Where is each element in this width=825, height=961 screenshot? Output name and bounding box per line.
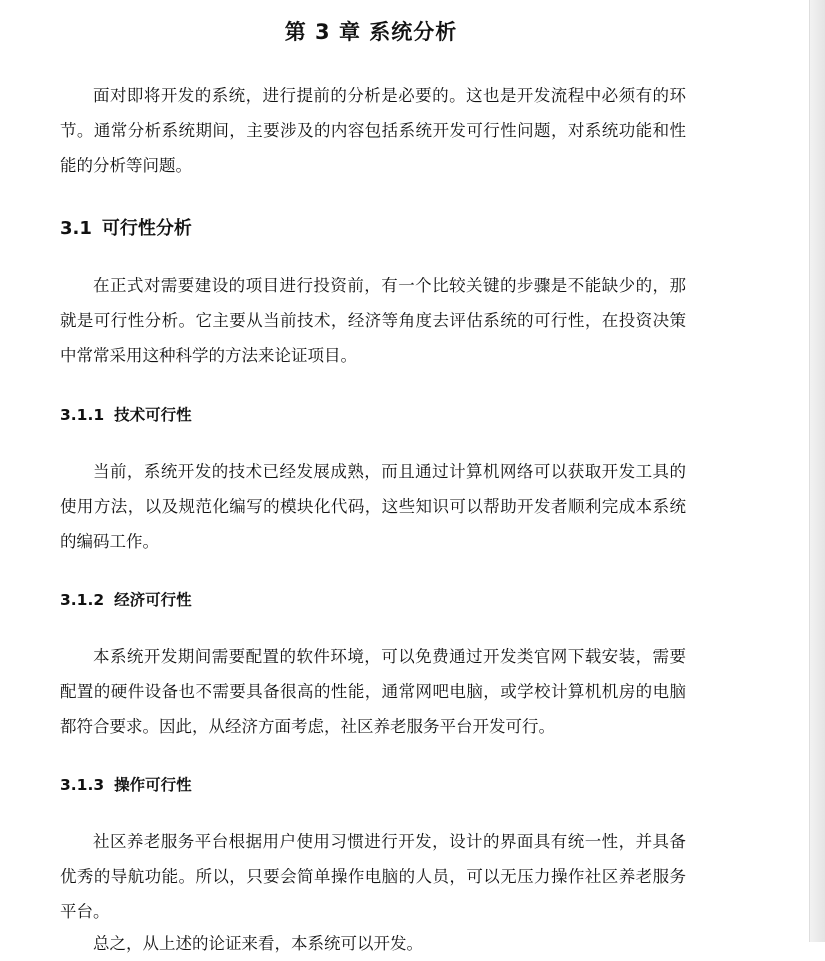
- section-3-1-1-paragraph: 当前，系统开发的技术已经发展成熟，而且通过计算机网络可以获取开发工具的使用方法，以及规范化编写的模块化代码，这些知识可以帮助开发者顺利完成本系统的编码工作。: [60, 462, 686, 551]
- section-3-1-3-paragraph: 社区养老服务平台根据用户使用习惯进行开发，设计的界面具有统一性，并具备优秀的导航功能。所以，只要会简单操作电脑的人员，可以无压力操作社区养老服务平台。: [60, 832, 686, 921]
- section-3-1-number: 3.1: [60, 218, 92, 239]
- section-3-1-title: 可行性分析: [101, 218, 192, 239]
- section-3-1-1-heading: [60, 403, 192, 425]
- section-3-1-3-number: 3.1.3: [60, 776, 105, 794]
- chapter-title: 第 3 章 系统分析: [284, 20, 458, 44]
- section-3-1-1-title: 技术可行性: [114, 406, 192, 424]
- section-3-1-3-title: 操作可行性: [114, 776, 192, 794]
- section-3-1-2-title: 经济可行性: [114, 591, 192, 609]
- section-3-1-3-heading: [60, 773, 192, 795]
- trailing-partial-line: 总之，从上述的论证来看，本系统可以开发。: [93, 934, 423, 953]
- intro-paragraph: 面对即将开发的系统，进行提前的分析是必要的。这也是开发流程中必须有的环节。通常分析系统期间，主要涉及的内容包括系统开发可行性问题，对系统功能和性能的分析等问题。: [60, 86, 686, 175]
- section-3-1-1-number: 3.1.1: [60, 406, 105, 424]
- section-3-1-2-number: 3.1.2: [60, 591, 105, 609]
- section-3-1-2-heading: [60, 588, 192, 610]
- section-3-1-paragraph: 在正式对需要建设的项目进行投资前，有一个比较关键的步骤是不能缺少的，那就是可行性分析。它主要从当前技术，经济等角度去评估系统的可行性，在投资决策中常常采用这种科学的方法来论证项目。: [60, 276, 686, 365]
- section-3-1-heading: [60, 214, 192, 240]
- section-3-1-2-paragraph: 本系统开发期间需要配置的软件环境，可以免费通过开发类官网下载安装，需要配置的硬件设备也不需要具备很高的性能，通常网吧电脑，或学校计算机机房的电脑都符合要求。因此，从经济方面考虑，社区养老服务平台开发可行。: [60, 647, 686, 736]
- scrollbar-track[interactable]: [809, 0, 825, 942]
